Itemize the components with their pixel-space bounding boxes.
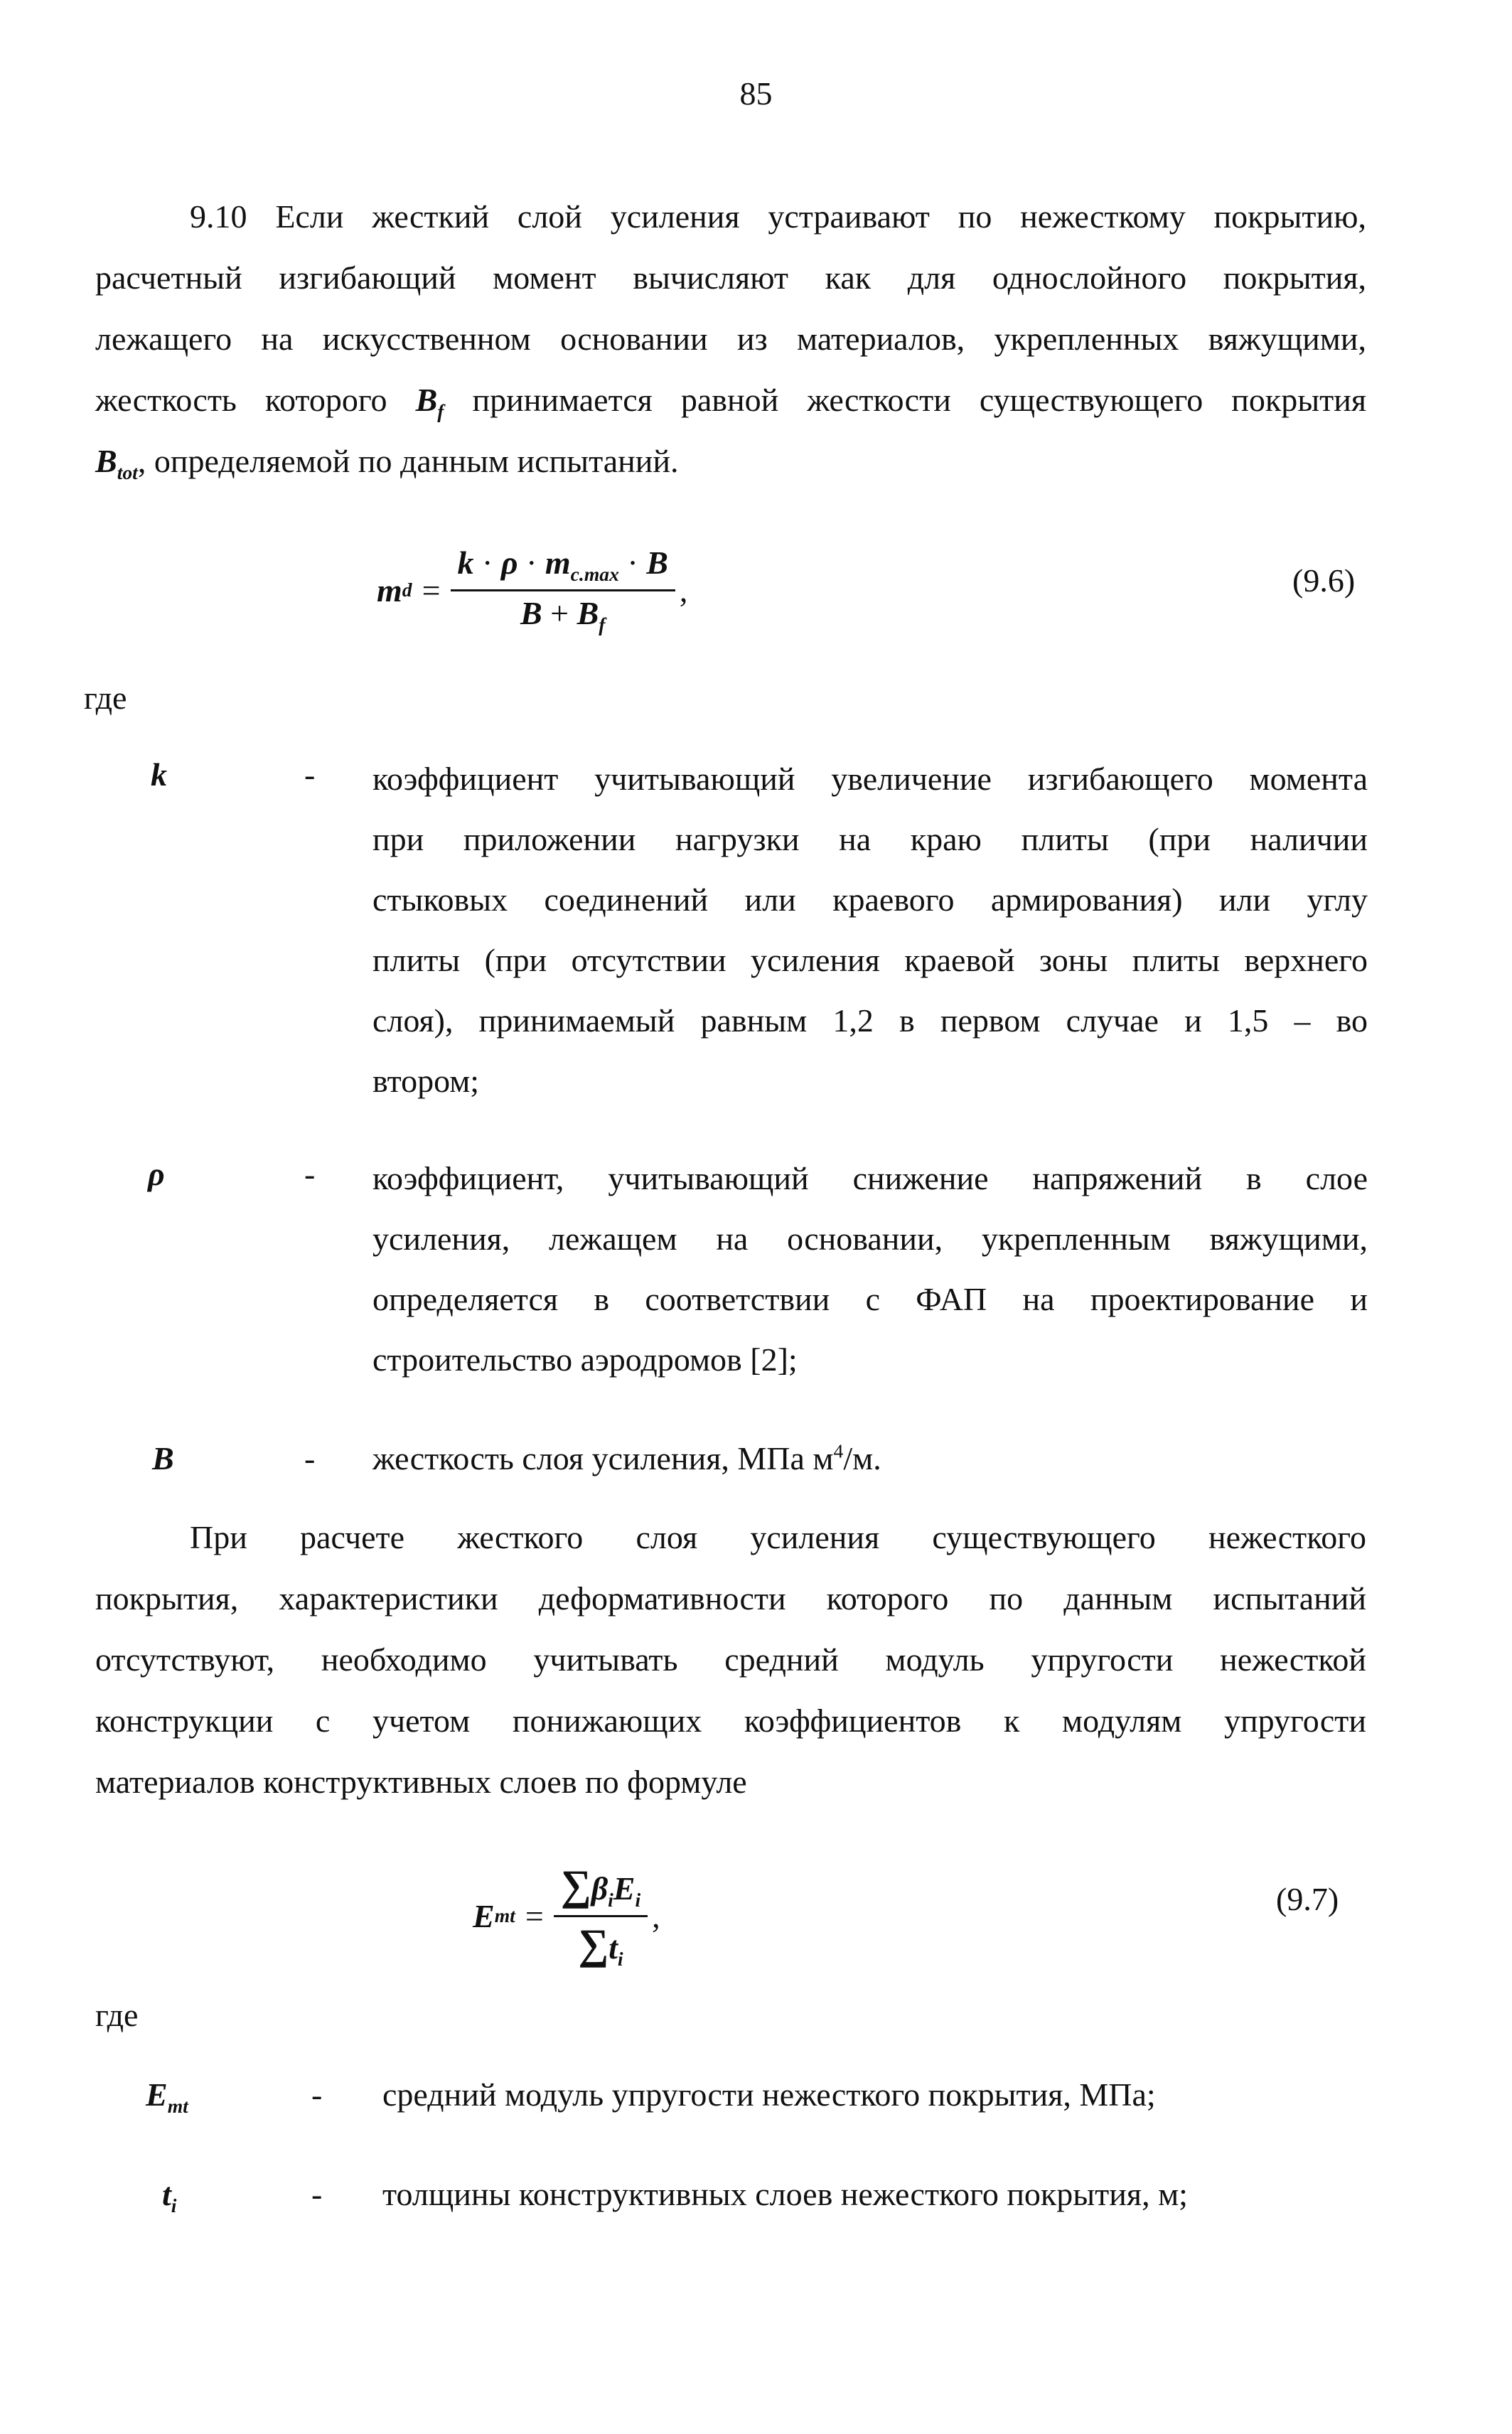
eq-fraction — [554, 1861, 648, 1970]
eq-comma: , — [652, 1897, 660, 1934]
var-m-sub: c.max — [570, 563, 619, 586]
var-t: t — [608, 1929, 618, 1966]
var-m: m — [545, 545, 571, 581]
eq-comma: , — [679, 572, 688, 608]
eq-denominator — [554, 1917, 648, 1971]
paragraph-line: расчетный изгибающий момент вычисляют как для однослойного покрытия, — [95, 259, 1366, 296]
eq-fraction — [451, 544, 675, 636]
def-dash: - — [311, 2076, 323, 2113]
paragraph-line: лежащего на искусственном основании из материалов, укрепленных вяжущими, — [95, 321, 1366, 357]
def-dash: - — [311, 2176, 323, 2212]
def-symbol-ti — [162, 2175, 176, 2217]
var-B: B — [520, 594, 542, 631]
eq-numerator — [451, 544, 675, 591]
var-sub: i — [617, 1947, 623, 1970]
dot: · — [526, 545, 537, 581]
text-fragment: жесткость слоя усиления, МПа м — [372, 1440, 834, 1476]
page-number: 85 — [739, 75, 773, 112]
def-line: усиления, лежащем на основании, укрепленным вяжущими, — [372, 1221, 1368, 1257]
dot: · — [627, 545, 638, 581]
var-sub: i — [608, 1889, 613, 1912]
text-fragment: принимается равной жесткости существующего покрытия — [444, 382, 1366, 418]
symbol-subscript: mt — [167, 2095, 188, 2118]
paragraph-line: 9.10 Если жесткий слой усиления устраивают по нежесткому покрытию, — [190, 198, 1366, 235]
var-B-sub: f — [599, 613, 606, 636]
symbol-B: B — [95, 443, 117, 479]
symbol-B: B — [415, 382, 438, 418]
def-line: плиты (при отсутствии усиления краевой зоны плиты верхнего — [372, 942, 1368, 978]
paragraph-9-10 — [95, 186, 1366, 492]
def-dash: - — [304, 1440, 316, 1476]
paragraph-line: конструкции с учетом понижающих коэффициентов к модулям упругости — [95, 1703, 1366, 1739]
def-text-k — [372, 749, 1368, 1111]
paragraph-line: материалов конструктивных слоев по формуле — [95, 1764, 747, 1800]
equation-number-9-6: (9.6) — [1292, 562, 1356, 599]
paragraph-line: При расчете жесткого слоя усиления существующего нежесткого — [190, 1519, 1366, 1555]
equation-9-6 — [377, 537, 687, 643]
eq-lhs-sub: d — [402, 579, 412, 601]
def-line: строительство аэродромов [2]; — [372, 1341, 798, 1378]
def-line: при приложении нагрузки на краю плиты (при наличии — [372, 821, 1368, 857]
var-B: B — [646, 545, 668, 581]
paragraph-line: покрытия, характеристики деформативности которого по данным испытаний — [95, 1580, 1366, 1617]
def-line: коэффициент, учитывающий снижение напряжений в слое — [372, 1160, 1368, 1196]
eq-lhs-sub: mt — [494, 1904, 515, 1926]
symbol-t: t — [162, 2176, 171, 2212]
var-rho: ρ — [500, 545, 518, 581]
plus: + — [550, 594, 569, 631]
var-E: E — [613, 1870, 636, 1907]
sigma: ∑ — [560, 1862, 591, 1909]
equation-9-7 — [473, 1852, 660, 1980]
symbol-subscript: tot — [117, 461, 138, 484]
symbol-E: E — [146, 2076, 168, 2113]
paragraph-line — [95, 431, 1366, 492]
eq-sign: = — [422, 572, 441, 608]
def-symbol-k: k — [151, 756, 167, 793]
var-beta: β — [591, 1870, 608, 1907]
text-fragment: жесткость которого — [95, 382, 416, 418]
def-line: стыковых соединений или краевого армирования) или углу — [372, 881, 1368, 918]
dot: · — [482, 545, 493, 581]
text-fragment: /м. — [843, 1440, 881, 1476]
def-dash: - — [304, 1156, 316, 1192]
eq-sign: = — [525, 1897, 544, 1934]
eq-lhs: E — [473, 1897, 495, 1934]
def-symbol-Emt — [146, 2076, 188, 2118]
eq-denominator — [451, 591, 675, 636]
paragraph-line — [95, 370, 1366, 431]
eq-numerator — [554, 1861, 648, 1916]
sigma: ∑ — [578, 1920, 609, 1968]
def-line: втором; — [372, 1063, 480, 1099]
eq-lhs: m — [377, 572, 402, 608]
def-text-rho — [372, 1148, 1368, 1390]
superscript: 4 — [833, 1440, 844, 1462]
var-B: B — [577, 594, 599, 631]
var-sub: i — [635, 1889, 641, 1912]
symbol-subscript: f — [437, 400, 444, 423]
where-label: где — [84, 680, 127, 716]
def-text-Emt: средний модуль упругости нежесткого покрытия, МПа; — [382, 2076, 1156, 2113]
paragraph-line: отсутствуют, необходимо учитывать средний модуль упругости нежесткой — [95, 1641, 1366, 1678]
def-text-B — [372, 1440, 881, 1477]
where-label: где — [95, 1997, 139, 2033]
def-line: определяется в соответствии с ФАП на проектирование и — [372, 1281, 1368, 1317]
equation-number-9-7: (9.7) — [1276, 1881, 1339, 1917]
def-dash: - — [304, 756, 316, 793]
def-line: коэффициент учитывающий увеличение изгибающего момента — [372, 761, 1368, 797]
symbol-subscript: i — [171, 2194, 177, 2217]
text-fragment: , определяемой по данным испытаний. — [137, 443, 679, 479]
def-symbol-B: B — [152, 1440, 174, 1476]
def-symbol-rho: ρ — [148, 1156, 165, 1192]
def-line: слоя), принимаемый равным 1,2 в первом случае и 1,5 – во — [372, 1002, 1368, 1039]
paragraph-2 — [95, 1507, 1366, 1813]
def-text-ti: толщины конструктивных слоев нежесткого покрытия, м; — [382, 2176, 1188, 2212]
var-k: k — [457, 545, 474, 581]
